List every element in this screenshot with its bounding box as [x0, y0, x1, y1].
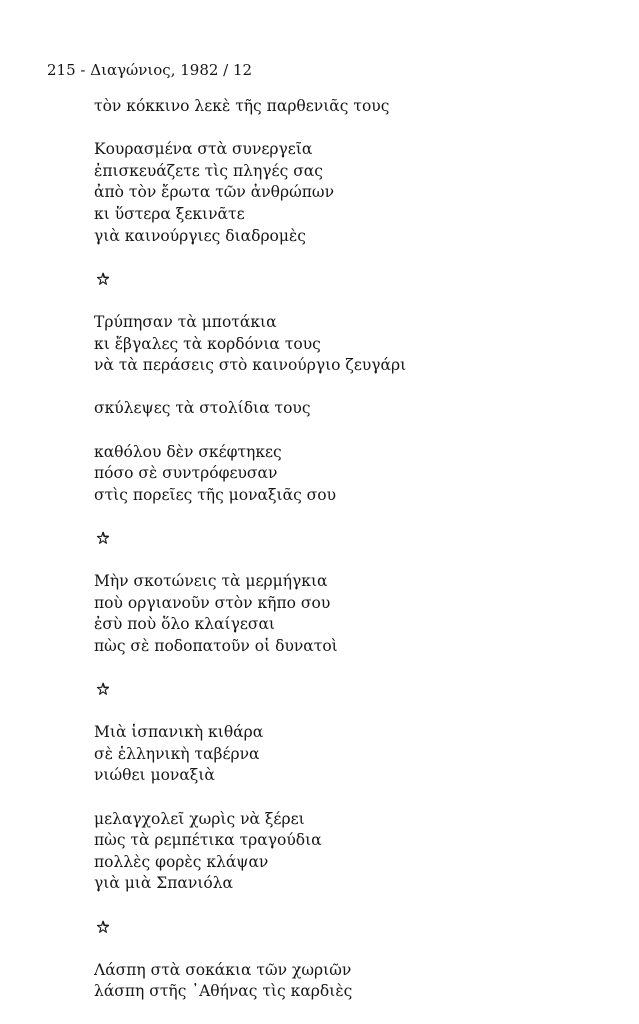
poem-line: λάσπη στῆς ᾿Αθήνας τὶς καρδιὲς	[94, 982, 353, 1001]
stanza-gap	[94, 787, 614, 809]
poem-line: ἀπὸ τὸν ἔρωτα τῶν ἀνθρώπων	[94, 183, 334, 202]
poem-line: σκύλεψες τὰ στολίδια τους	[94, 399, 311, 418]
poem-line: ποὺ οργιανοῦν στὸν κῆπο σου	[94, 593, 331, 612]
stanza-gap	[94, 247, 614, 269]
poem-line: στὶς πορεῖες τῆς μοναξιᾶς σου	[94, 485, 337, 504]
page-header: 215 - Διαγώνιος, 1982 / 12	[47, 61, 253, 79]
poem-line: Μιὰ ἱσπανικὴ κιθάρα	[94, 723, 264, 742]
poem-line: Κουρασμένα στὰ συνεργεῖα	[94, 140, 313, 159]
stanza-gap	[94, 895, 614, 917]
stanza-gap	[94, 506, 614, 528]
poem-line: γιὰ καινούργιες διαδρομὲς	[94, 226, 306, 245]
poem-line: τὸν κόκκινο λεκὲ τῆς παρθενιᾶς τους	[94, 97, 390, 115]
poem-line: Μὴν σκοτώνεις τὰ μερμήγκια	[94, 572, 328, 591]
stanza-gap	[94, 290, 614, 312]
star-icon	[94, 269, 114, 291]
poem-line: γιὰ μιὰ Σπανιόλα	[94, 874, 234, 893]
star-icon	[94, 528, 114, 550]
stanza-gap	[94, 701, 614, 723]
poem-line: κι ἔβγαλες τὰ κορδόνια τους	[94, 334, 321, 353]
poem-line: Τρύπησαν τὰ μποτάκια	[94, 312, 277, 331]
poem-line: κι ὕστερα ξεκινᾶτε	[94, 204, 245, 223]
star-icon	[94, 679, 114, 701]
poem-body	[94, 96, 614, 1003]
poem-line: πὼς σὲ ποδοπατοῦν οἱ δυνατοὶ	[94, 636, 338, 655]
poem-line: πόσο σὲ συντρόφευσαν	[94, 464, 278, 483]
stanza-gap	[94, 549, 614, 571]
poem-line: πὼς τὰ ρεμπέτικα τραγούδια	[94, 831, 322, 850]
poem-line: ἐπισκευάζετε τὶς πληγές σας	[94, 161, 323, 180]
stanza-gap	[94, 118, 614, 140]
poem-line: ἐσὺ ποὺ ὅλο κλαίγεσαι	[94, 615, 276, 634]
poem-line: πολλὲς φορὲς κλάψαν	[94, 852, 269, 871]
stanza-gap	[94, 938, 614, 960]
poem-line: σὲ ἑλληνικὴ ταβέρνα	[94, 744, 260, 763]
poem-line: Λάσπη στὰ σοκάκια τῶν χωριῶν	[94, 960, 352, 979]
poem-line: νιώθει μοναξιὰ	[94, 766, 215, 785]
poem-line: νὰ τὰ περάσεις στὸ καινούργιο ζευγάρι	[94, 356, 407, 375]
poem-line: μελαγχολεῖ χωρὶς νὰ ξέρει	[94, 809, 305, 828]
stanza-gap	[94, 657, 614, 679]
poem-line: καθόλου δὲν σκέφτηκες	[94, 442, 282, 461]
stanza-gap	[94, 377, 614, 399]
stanza-gap	[94, 420, 614, 442]
star-icon	[94, 917, 114, 939]
